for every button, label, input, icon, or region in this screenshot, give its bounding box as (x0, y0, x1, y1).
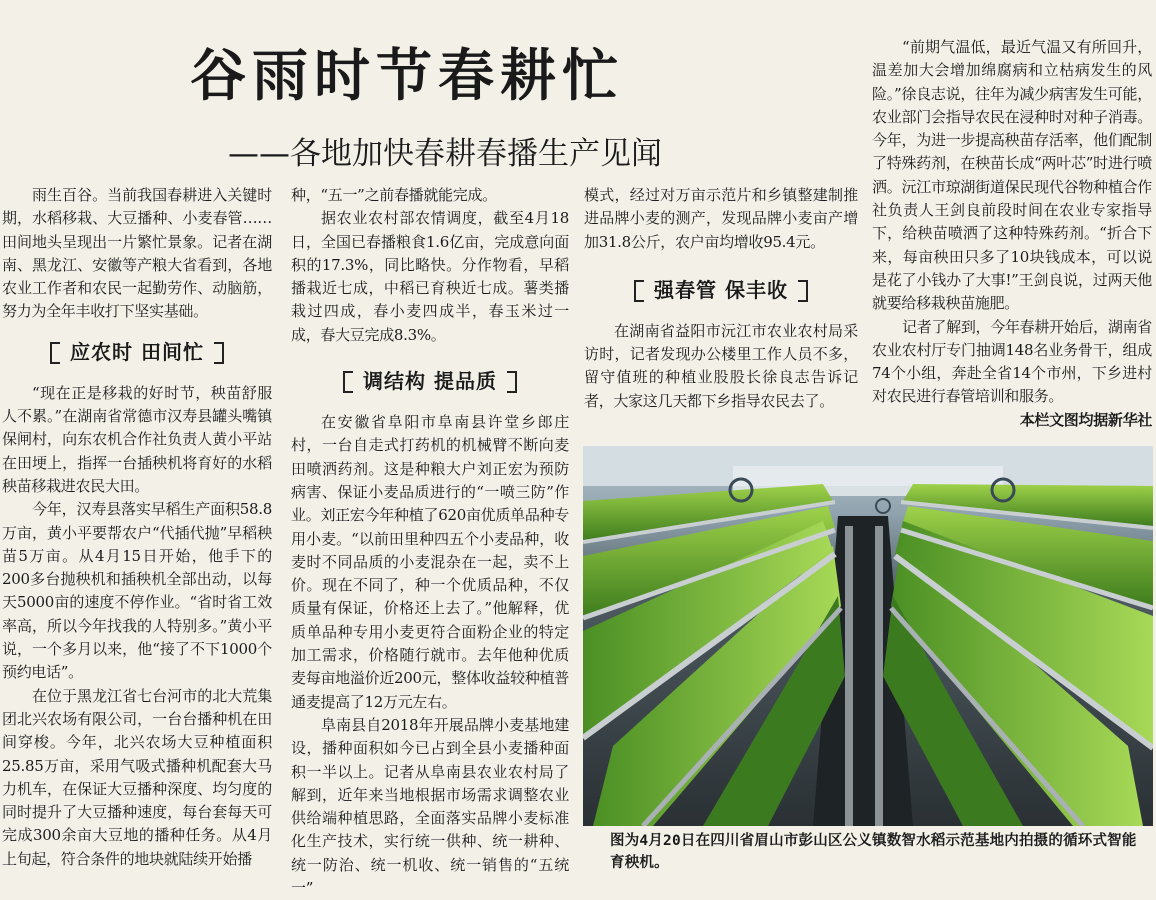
rice-seedling-racks-illustration (583, 446, 1153, 826)
paragraph: 据农业农村部农情调度，截至4月18日，全国已春播粮食1.6亿亩，完成意向面积的17.3%，同比略快。分作物看，早稻播栽近七成，中稻已育秧近七成。薯类播栽过四成，春小麦四成半，春玉米过一成，春大豆完成8.3%。 (291, 209, 569, 344)
article-column-4 (872, 36, 1152, 432)
section-heading-text: 应农时 田间忙 (70, 340, 204, 365)
paragraph: 今年，汉寿县落实早稻生产面积58.8万亩，黄小平要帮农户“代插代抛”早稻秧苗5万亩。从4月15日开始，他手下的200多台抛秧机和插秧机全部出动，以每天5000亩的速度不停作业。“省时省工效率高，所以今年找我的人特别多。”黄小平说，一个多月以来，他“接了不下1000个预约电话”。 (2, 500, 272, 682)
bracket-right-icon (798, 280, 808, 302)
paragraph: “前期气温低，最近气温又有所回升，温差加大会增加绵腐病和立枯病发生的风险。”徐良志说，往年为减少病害发生可能，农业部门会指导农民在浸种时对种子消毒。今年，为进一步提高秧苗存活率，他们配制了特殊药剂，在秧苗长成“两叶芯”时进行喷洒。沅江市琼湖街道保民现代谷物种植合作社负责人王剑良前段时间在农业专家指导下，给秧苗喷洒了这种特殊药剂。“折合下来，每亩秧田只多了10块钱成本，可以说是花了小钱办了大事!”王剑良说，过两天他就要给移栽秧苗施肥。 (872, 38, 1152, 313)
paragraph: 记者了解到，今年春耕开始后，湖南省农业农村厅专门抽调148名业务骨干，组成74个小组，奔赴全省14个市州，下乡进村对农民进行春管培训和服务。 (872, 317, 1152, 406)
section-heading-text: 强春管 保丰收 (654, 278, 788, 303)
paragraph: 在位于黑龙江省七台河市的北大荒集团北兴农场有限公司，一台台播种机在田间穿梭。今年，北兴农场大豆种植面积25.85万亩，采用气吸式播种机配套大马力机车，在保证大豆播种深度、均匀度的同时提升了大豆播种速度，每台套每天可完成300余亩大豆地的播种任务。从4月上旬起，符合条件的地块就陆续开始播 (2, 686, 272, 868)
bracket-left-icon (343, 371, 353, 393)
paragraph: 在安徽省阜阳市阜南县许堂乡郎庄村，一台自走式打药机的机械臂不断向麦田喷洒药剂。这是种粮大户刘正宏为预防病害、保证小麦品质进行的“一喷三防”作业。刘正宏今年种植了620亩优质单品种专用小麦。“以前田里种四五个小麦品种，收麦时不同品质的小麦混杂在一起，卖不上价。现在不同了，种一个优质品种，不仅质量有保证，价格还上去了。”他解释，优质单品种专用小麦更符合面粉企业的特定加工需求，价格随行就市。去年他种优质麦每亩地溢价近200元，整体收益较种植普通麦提高了12万元左右。 (291, 413, 569, 711)
paragraph: “现在正是移栽的好时节，秧苗舒服人不累。”在湖南省常德市汉寿县罐头嘴镇保闸村，向东农机合作社负责人黄小平站在田埂上，指挥一台插秧机将育好的水稻秧苗移栽进农民大田。 (2, 383, 272, 495)
paragraph: 种，“五一”之前春播就能完成。 (291, 186, 497, 204)
section-heading (291, 365, 569, 399)
paragraph: 阜南县自2018年开展品牌小麦基地建设，播种面积如今已占到全县小麦播种面积一半以上。记者从阜南县农业农村局了解到，近年来当地根据市场需求调整农业供给端种植思路，全面落实品牌小麦标准化生产技术，实行统一供种、统一耕种、统一防治、统一机收、统一销售的“五统一” (291, 715, 569, 898)
section-heading-text: 调结构 提品质 (363, 369, 497, 394)
source-credit: 本栏文图均据新华社 (1019, 410, 1152, 429)
section-heading (2, 336, 272, 370)
article-column-1 (2, 184, 272, 871)
section-heading (584, 274, 858, 308)
paragraph: 在湖南省益阳市沅江市农业农村局采访时，记者发现办公楼里工作人员不多，留守值班的种植业股股长徐良志告诉记者，大家这几天都下乡指导农民去了。 (584, 321, 858, 410)
bracket-left-icon (634, 280, 644, 302)
paragraph: 模式，经过对万亩示范片和乡镇整建制推进品牌小麦的测产，发现品牌小麦亩产增加31.8公斤，农户亩均增收95.4元。 (584, 186, 858, 251)
subheadline: ——各地加快春耕春播生产见闻 (228, 136, 662, 172)
bracket-right-icon (214, 342, 224, 364)
photo-caption: 图为4月20日在四川省眉山市彭山区公义镇数智水稻示范基地内拍摄的循环式智能育秧机。 (610, 833, 1137, 871)
bracket-right-icon (507, 371, 517, 393)
article-column-3 (584, 184, 858, 413)
article-column-2 (291, 184, 569, 900)
news-photo (583, 446, 1153, 826)
bracket-left-icon (50, 342, 60, 364)
headline: 谷雨时节春耕忙 (190, 43, 624, 109)
paragraph: 雨生百谷。当前我国春耕进入关键时期，水稻移栽、大豆播种、小麦春管……田间地头呈现出一片繁忙景象。记者在湖南、黑龙江、安徽等产粮大省看到，各地农业工作者和农民一起勤劳作、动脑筋，努力为全年丰收打下坚实基础。 (2, 186, 272, 321)
